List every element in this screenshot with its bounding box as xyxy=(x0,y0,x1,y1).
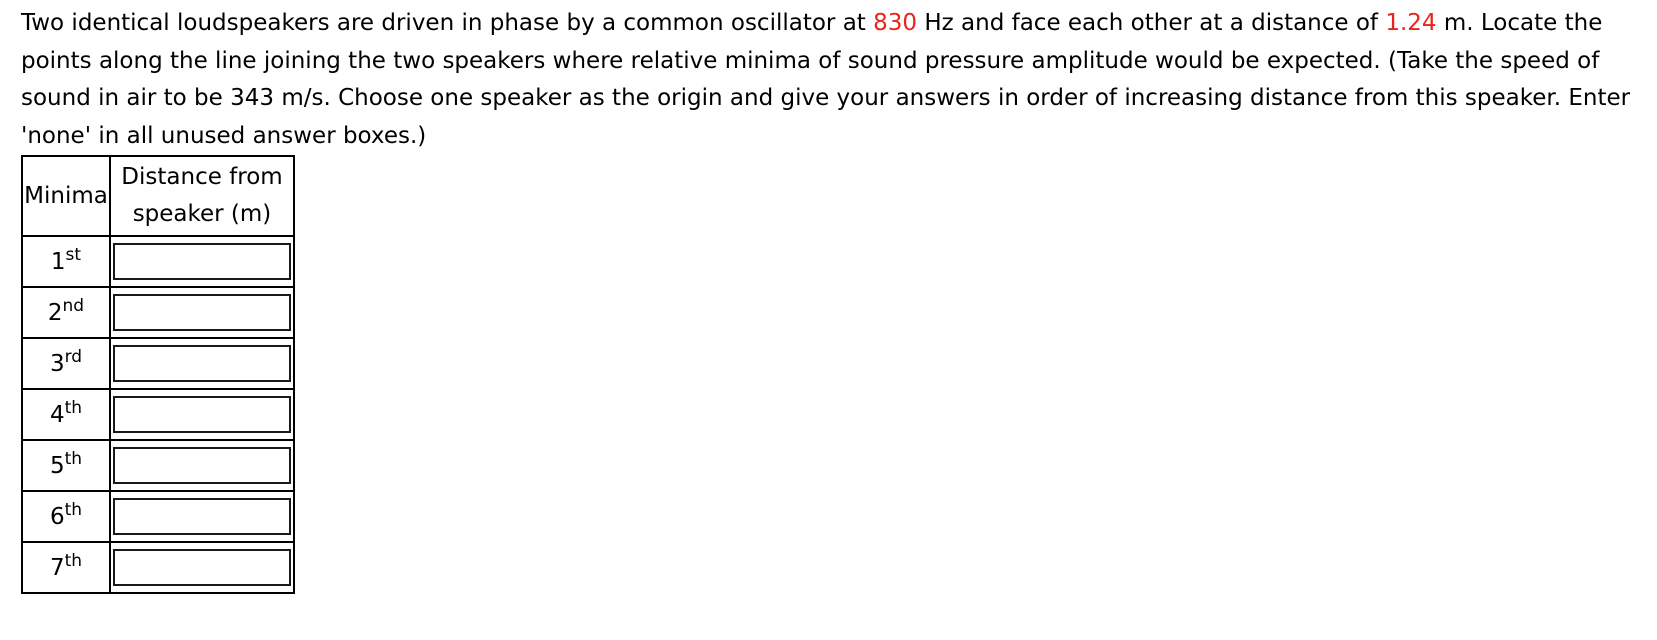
distance-cell xyxy=(110,491,294,542)
minima-number: 6 xyxy=(49,503,65,530)
answer-row xyxy=(22,542,294,593)
distance-value: 1.24 xyxy=(1385,10,1437,36)
header-minima: Minima xyxy=(22,156,110,236)
answer-rows xyxy=(22,236,294,593)
distance-input[interactable] xyxy=(113,549,291,586)
answer-row xyxy=(22,338,294,389)
header-distance-line1: Distance from xyxy=(121,164,283,190)
answer-row xyxy=(22,287,294,338)
distance-cell xyxy=(110,338,294,389)
distance-input[interactable] xyxy=(113,294,291,331)
header-row xyxy=(22,156,294,236)
question-part2: Hz and face each other at a distance of xyxy=(917,10,1386,36)
minima-suffix: st xyxy=(65,244,82,265)
minima-suffix: nd xyxy=(62,295,85,316)
minima-suffix: th xyxy=(64,397,83,418)
question-part1: Two identical loudspeakers are driven in phase by a common oscillator at xyxy=(21,10,874,36)
distance-cell xyxy=(110,542,294,593)
minima-suffix: rd xyxy=(64,346,83,367)
distance-cell xyxy=(110,287,294,338)
minima-ordinal xyxy=(22,338,110,389)
answer-table xyxy=(21,155,295,594)
answer-row xyxy=(22,389,294,440)
question-part3: m. Locate the points along the line joining the two speakers where relative minima of sound pressure amplitude would be expected. (Take the speed of sound in air to be 343 m/s. Choose one speaker as the origin and give your answers in order of increasing distance from this speaker. Enter 'none' in all unused answer boxes.) xyxy=(21,10,1631,149)
minima-ordinal xyxy=(22,542,110,593)
minima-number: 3 xyxy=(49,350,65,377)
distance-cell xyxy=(110,440,294,491)
distance-cell xyxy=(110,236,294,287)
distance-input[interactable] xyxy=(113,498,291,535)
minima-ordinal xyxy=(22,389,110,440)
minima-number: 1 xyxy=(50,248,66,275)
frequency-value: 830 xyxy=(873,10,918,36)
distance-input[interactable] xyxy=(113,243,291,280)
distance-cell xyxy=(110,389,294,440)
distance-input[interactable] xyxy=(113,447,291,484)
minima-number: 5 xyxy=(49,452,65,479)
header-distance xyxy=(110,156,294,236)
minima-suffix: th xyxy=(64,448,83,469)
answer-row xyxy=(22,236,294,287)
distance-input[interactable] xyxy=(113,345,291,382)
distance-input[interactable] xyxy=(113,396,291,433)
minima-ordinal xyxy=(22,236,110,287)
answer-row xyxy=(22,491,294,542)
minima-number: 4 xyxy=(49,401,65,428)
question-text xyxy=(21,5,1651,155)
answer-row xyxy=(22,440,294,491)
header-distance-line2: speaker (m) xyxy=(132,201,272,227)
minima-number: 7 xyxy=(49,554,65,581)
minima-suffix: th xyxy=(64,550,83,571)
minima-suffix: th xyxy=(64,499,83,520)
minima-number: 2 xyxy=(47,299,63,326)
minima-ordinal xyxy=(22,287,110,338)
minima-ordinal xyxy=(22,440,110,491)
minima-ordinal xyxy=(22,491,110,542)
